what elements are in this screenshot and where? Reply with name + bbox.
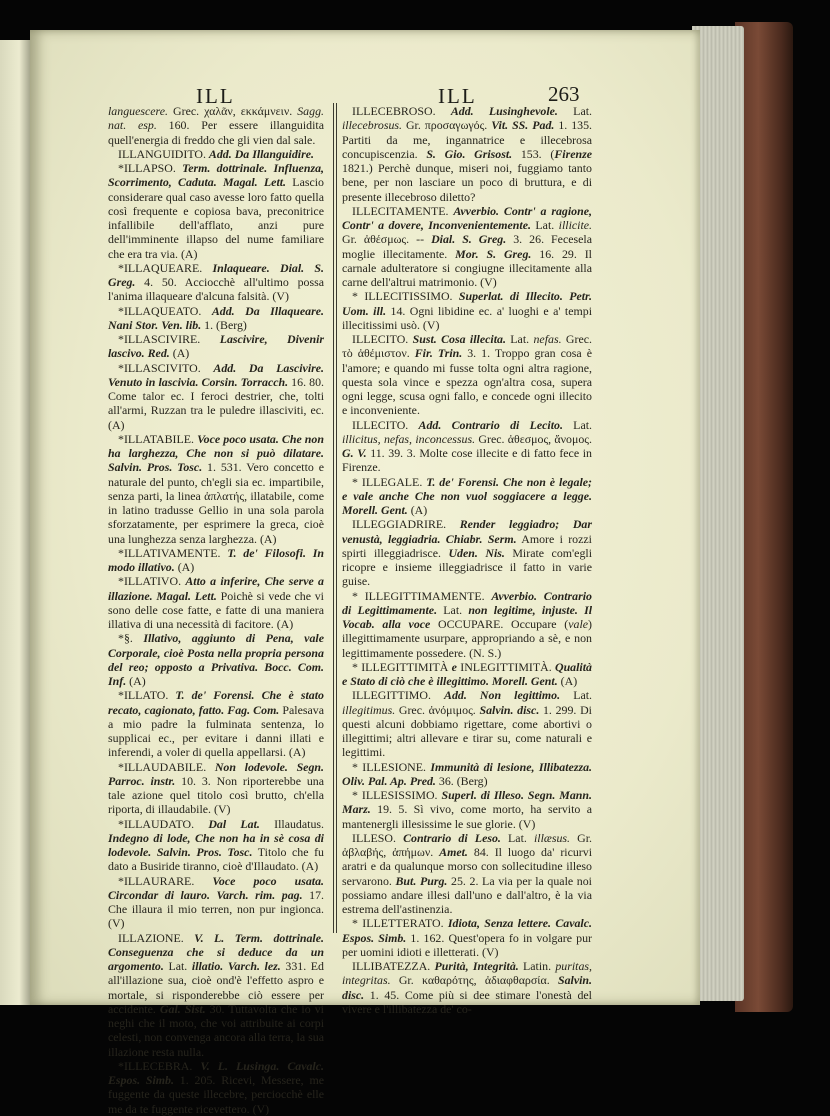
entry-headword: *ILLAQUEARE. [118,260,213,275]
entry-text: Gal. Sist. [159,1001,206,1016]
entry-text: T. de' Filosofi. In modo illativo. [108,545,324,574]
entry-text: Illativo, aggiunto di Pena, vale Corporale, cioè Posta nella propria persona del reo; opposto a Privativa. Bocc. Com. Inf. [108,631,324,688]
entry-text: 14. Ogni libidine ec. a' luoghi e a' tempi illecitissimi usò. (V) [342,303,592,332]
entry-headword: ILLANGUIDITO. [118,146,209,161]
entry-text: Salvin. disc. [479,702,540,717]
entry-text: Grec. ἀνόμιμος. [395,702,480,717]
entry-text: illicite. [558,218,593,232]
entry-text: 84. Il luogo da' ricurvi aratri e da qualunque morso con sollecitudine illeso servarono. [342,845,593,888]
entry-headword: * ILLESISSIMO. [352,788,442,802]
entry-text: 25. 2. La via per la quale noi possiamo andare illesi dall'uno e dall'altro, è la via estrema dell'astinenzia. [342,873,592,916]
entry-text: 160. Per essere illanguidita quell'energia di freddo che gli vien dal sale. [108,118,324,147]
dictionary-entry [108,304,324,333]
entry-text: 3. 1. Troppo gran cosa è l'amore; e quando mi fusse tolta ogni altra ragione, questa sola vince e spezza ogn'altra cosa, supera ogni legge, scusa ogni fallo, e concede ogni illecito e inconveniente. [342,346,592,418]
dictionary-entry [342,589,592,660]
entry-text: Sust. Cosa illecita. [412,332,506,346]
entry-text: Lascivire, Divenir lascivo. Red. [108,332,324,361]
entry-text: 17. Che illaura il mio terren, non pur ingionca. (V) [108,887,324,931]
entry-headword: ILLECITO. [352,417,419,432]
entry-text: Amore i rozzi spirti illeggiadrisce. [342,531,592,560]
entry-text: illatio. Varch. lez. [191,959,281,973]
entry-text: Lat. [505,332,534,346]
entry-headword: *ILLATO. [118,688,176,703]
entry-headword: *ILLAUDATO. [118,816,209,831]
dictionary-entry [108,332,324,361]
entry-headword: *ILLASCIVIRE. [118,332,220,346]
entry-text: Grec. ἀθεσμος, ἄνομος. [475,431,592,446]
running-head-right: ILL [438,84,477,108]
entry-text: 11. 39. 3. Molte cose illecite e di fatto fece in Firenze. [342,446,592,475]
entry-headword: *ILLAPSO. [118,161,183,175]
entry-text: Grec. χαλᾶν, εκκάμνειν. [167,104,298,118]
entry-text: 36. (Berg) [435,773,488,788]
entry-text: Add. Da Illaqueare. Nani Stor. Ven. lib. [108,303,324,332]
entry-text: 1. 45. Come più si dee stimare l'onestà del vivere e l'illibatezza de' co- [342,987,592,1016]
entry-text: Superl. di Illeso. Segn. Mann. Marz. [342,788,592,817]
entry-text: Dal Lat. [208,816,260,831]
entry-text: 19. 5. Sì vivo, come morto, ha servito a mantenergli illesissime le sue glorie. (V) [342,802,592,831]
left-column [108,104,324,1116]
dictionary-entry [108,432,324,546]
entry-text: Contrario di Leso. [403,830,501,845]
entry-headword: *ILLAUDABILE. [118,759,215,774]
entry-text: illegitimus. [342,702,396,717]
entry-text: Sagg. nat. esp. [108,104,324,133]
dictionary-entry [342,517,592,588]
entry-headword: ILLAZIONE. [118,930,195,945]
entry-text: Superlat. di Illecito. Petr. Uom. ill. [342,289,592,318]
entry-text: 1. 135. Partiti da me, ingannatrice e illecebrosa concupiscenzia. [342,118,593,161]
dictionary-entry [108,874,324,931]
entry-text: Amet. [439,845,468,859]
dictionary-entry [342,916,592,959]
entry-text: Gr. ἀβλαβής, ἀπήμων. [342,830,592,859]
entry-text: (A) [557,674,578,688]
entry-text: 30. Tuttavolta che io vi neghi che il moto, che voi attribuite ai corpi celesti, non convenga ancora alla terra, la sua illazione resta nulla. [108,1001,324,1059]
entry-text: non legitime, injuste. Il Vocab. alla voce [342,602,593,631]
entry-headword: *ILLATIVO. [118,574,186,589]
entry-headword: *ILLATIVAMENTE. [118,545,228,560]
entry-text: Avverbio. Contr' a ragione, Contr' a dovere, Inconvenientemente. [342,203,592,232]
dictionary-entry [342,831,592,917]
entry-text: Grec. τὸ ἀθέμιστον. [342,332,592,361]
entry-text: 1. 162. Quest'opera fo in volgare pur per uomini idioti e illetterati. (V) [342,930,592,959]
entry-text: Gr. ἀθέσμως. -- [342,232,432,247]
entry-text: 1821.) Perchè dunque, miseri noi, fuggiamo tanto bene, per non lasciare un poco di bruttura, e di presente illecebroso diletto? [342,161,592,204]
entry-text: 1. 531. Vero concetto e naturale del punto, ch'egli sia ec. impartibile, senza parti, la linea ἀπλατής, illatabile, come in latino tradusse Gellio in una sola parola sforzatamente, per esprimere la greca, cioè una lunghezza senza larghezza. (A) [108,460,324,546]
previous-page-edge [0,40,32,1005]
entry-text: Titolo che fu dato a Busiride tiranno, cioè d'Illaudato. (A) [108,845,324,874]
entry-text: Uden. Nis. [448,545,505,560]
entry-text: 16. 80. Come talor ec. I feroci destrier, che, tolti all'armi, Ruzzan tra le puledre illasciviti, ec. (A) [108,374,325,432]
dictionary-entry [342,104,592,204]
entry-text: (A) [126,674,146,688]
entry-text: 16. 29. Il carnale adulteratore si congiugne illecitamente alla carne dell'altrui matrimonio. (V) [342,246,592,289]
entry-text: But. Purg. [395,873,448,888]
entry-text: 3. 26. Fecesela moglie illecitamente. [342,232,592,261]
entry-text: (A) [174,560,195,574]
entry-text: INLEGITTIMITÀ. [456,659,555,674]
entry-text: Latin. [518,959,556,973]
dictionary-entry [108,574,324,631]
dictionary-entry [108,1059,324,1116]
entry-text: puritas, integritas. [342,959,593,988]
entry-text: Avverbio. Contrario di Legittimamente. [342,588,592,617]
dictionary-entry [342,660,592,689]
entry-text: 4. 50. Acciocchè all'ultimo possa l'anima illaqueare d'alcuna falsità. (V) [108,275,324,304]
entry-text: Indegno di lode, Che non ha in sè cosa di lodevole. Salvin. Pros. Tosc. [108,830,324,859]
entry-text: Immunità di lesione, Illibatezza. Oliv. Pal. Ap. Pred. [342,759,592,788]
entry-text: Atto a inferire, Che serve a illazione. Magal. Lett. [108,574,325,603]
entry-text: (A) [169,346,190,361]
entry-text: vale [568,617,589,631]
entry-headword: * ILLEGITTIMITÀ [352,659,452,674]
entry-headword: ILLECITO. [352,332,413,346]
entry-headword: *ILLAQUEATO. [118,303,212,318]
entry-headword: ILLEGGIADRIRE. [352,517,460,532]
entry-headword: * ILLESIONE. [352,759,431,774]
dictionary-entry [108,161,324,261]
dictionary-entry [108,631,324,688]
dictionary-entry [342,475,592,518]
entry-text: Add. Da Lascivire. Venuto in lascivia. Corsin. Torracch. [108,360,324,389]
entry-text: OCCUPARE. Occupare ( [430,617,569,631]
entry-text: Lat. [163,959,192,973]
entry-text: 1. (Berg) [201,317,247,332]
entry-headword: * ILLEGALE. [352,474,427,489]
entry-text: Render leggiadro; Dar venustà, leggiadria. Chiabr. Serm. [342,517,592,546]
entry-text: Lascio considerare qual caso avesse loro fatto quella così frequente e copiosa bava, preconitrice infallibile dell'afflato, anzi pure dell'imminente illapso del nume familiare che era tra via. (A) [108,175,324,261]
entry-text: Lat. [530,218,559,232]
entry-text: Gr. προσαγωγός. [402,118,492,133]
entry-text: 10. 3. Non riporterebbe una tale azione quel titolo così brutto, ch'ella riporta, di illaudabile. (V) [108,773,324,817]
entry-headword: *ILLASCIVITO. [118,360,214,375]
entry-text: Dial. S. Greg. [431,232,507,247]
dictionary-entry [108,546,324,575]
entry-text: Non lodevole. Segn. Parroc. instr. [108,759,324,788]
entry-headword: ILLIBATEZZA. [352,959,435,973]
entry-text: Gr. καθαρότης, ἀδιαφθαρσία. [390,973,558,988]
entry-headword: *ILLAURARE. [118,873,213,888]
entry-text: V. L. Lusinga. Cavalc. Espos. Simb. [108,1058,324,1087]
entry-text: illicitus, nefas, inconcessus. [342,431,476,446]
entry-text: G. V. [342,446,367,460]
entry-headword: * ILLETTERATO. [352,916,448,931]
entry-text: Lat. [500,830,534,845]
entry-text: T. de' Forensi. Che è stato recato, cagionato, fatto. Fag. Com. [108,688,324,717]
entry-headword: ILLESO. [352,830,404,845]
entry-text: Lat. [557,104,592,118]
entry-text: Inlaqueare. Dial. S. Greg. [108,260,324,289]
entry-text: Palesava a mio padre la fulminata sentenza, lo supplicai ec., per evitare i danni illati e inferendi, a voler di quella appellarsi. (A) [108,702,325,760]
dictionary-entry [108,817,324,874]
entry-text: Add. Contrario di Lecito. [418,417,563,432]
entry-text: Add. Da Illanguidire. [208,146,314,161]
dictionary-entry [108,688,324,759]
entry-text: Vit. SS. Pad. [491,118,555,133]
entry-text: 1. 205. Ricevi, Messere, me fuggente da queste illecebre, perciocchè elle me da te fuggente ricevettero. (V) [108,1073,324,1116]
entry-text: Voce poco usata. Che non ha larghezza, Che non si può dilatare. Salvin. Pros. Tosc. [108,431,324,475]
entry-headword: * ILLEGITTIMAMENTE. [352,588,492,603]
dictionary-entry [342,204,592,290]
entry-text: illæsus. [533,830,570,845]
entry-text: V. L. Term. dottrinale. Conseguenza che si deduce da un argomento. [108,930,324,973]
entry-text: 1. 299. Di questi alcuni dobbiamo rigettare, come abortivi o illegittimi; altri allevare e tirar su, come naturali e legittimi. [342,702,592,760]
dictionary-entry [108,361,324,432]
entry-headword: ILLECEBROSO. [352,104,451,118]
entry-text: nefas. [533,332,562,346]
entry-text: Add. Non legittimo. [444,688,561,703]
entry-text: 331. Ed all'illazione sua, cioè ond'è l'effetto aspro e mortale, si risponderebbe ciò essere per accidente. [108,959,325,1016]
entry-headword: *ILLECEBRA. [118,1058,201,1073]
dictionary-entry [108,261,324,304]
right-column [342,104,592,1016]
entry-headword: ILLECITAMENTE. [352,203,454,218]
entry-text: Term. dottrinale. Influenza, Scorrimento, Caduta. Magal. Lett. [108,161,324,190]
entry-text: Voce poco usata. Circondar di lauro. Varch. rim. pag. [108,873,324,902]
entry-headword: *ILLATABILE. [118,431,198,446]
running-head-left: ILL [196,84,235,108]
entry-text: Fir. Trin. [414,346,463,361]
entry-text: languescere. [108,104,168,118]
entry-text: Add. Lusinghevole. [450,104,558,118]
entry-text: Lat. [437,602,469,617]
entry-headword: * ILLECITISSIMO. [352,289,459,304]
dictionary-entry [342,332,592,418]
entry-text: illecebrosus. [342,118,402,133]
dictionary-entry [342,788,592,831]
dictionary-entry [108,931,324,1059]
dictionary-entry [108,760,324,817]
entry-headword: ILLEGITTIMO. [352,688,445,703]
dictionary-entry [108,147,324,161]
entry-text: Lat. [562,417,592,432]
entry-text: Idiota, Senza lettere. Cavalc. Espos. Simb. [342,916,592,945]
entry-text: Poichè si vede che vi sono delle cose fatte, e fatte di una maniera illativa di una necessità di facitore. (A) [108,588,324,631]
entry-text: ) illegittimamente usurpare, appropriando a sè, e non legittimamente possedere. (N. S.) [342,617,592,660]
dictionary-entry [342,760,592,789]
entry-text: Firenze [554,146,592,161]
entry-headword: *§. [118,631,144,646]
entry-text: (A) [407,503,428,517]
entry-text: e [451,659,457,674]
dictionary-entry [342,959,592,1016]
column-divider [333,103,337,933]
entry-text: Salvin. disc. [342,973,592,1002]
entry-text: S. Gio. Grisost. [426,146,513,161]
entry-text: Qualità e Stato di ciò che è illegittimo. Morell. Gent. [342,659,592,688]
entry-text: T. de' Forensi. Che non è legale; e vale anche Che non vuol soggiacere a legge. Morell. Gent. [342,474,592,517]
entry-text: Lat. [560,688,593,703]
entry-text: Illaudatus. [259,816,324,831]
entry-text: 153. ( [512,146,555,161]
dictionary-entry [342,289,592,332]
entry-text: Mirate com'egli ricopre e insieme illeggiadrisce il fatto in varie guise. [342,545,592,589]
dictionary-entry [342,418,592,475]
dictionary-entry [108,104,324,147]
dictionary-entry [342,688,592,759]
entry-text: Mor. S. Greg. [455,246,532,261]
entry-text: Purità, Integrità. [434,959,519,973]
page-number: 263 [548,82,580,106]
